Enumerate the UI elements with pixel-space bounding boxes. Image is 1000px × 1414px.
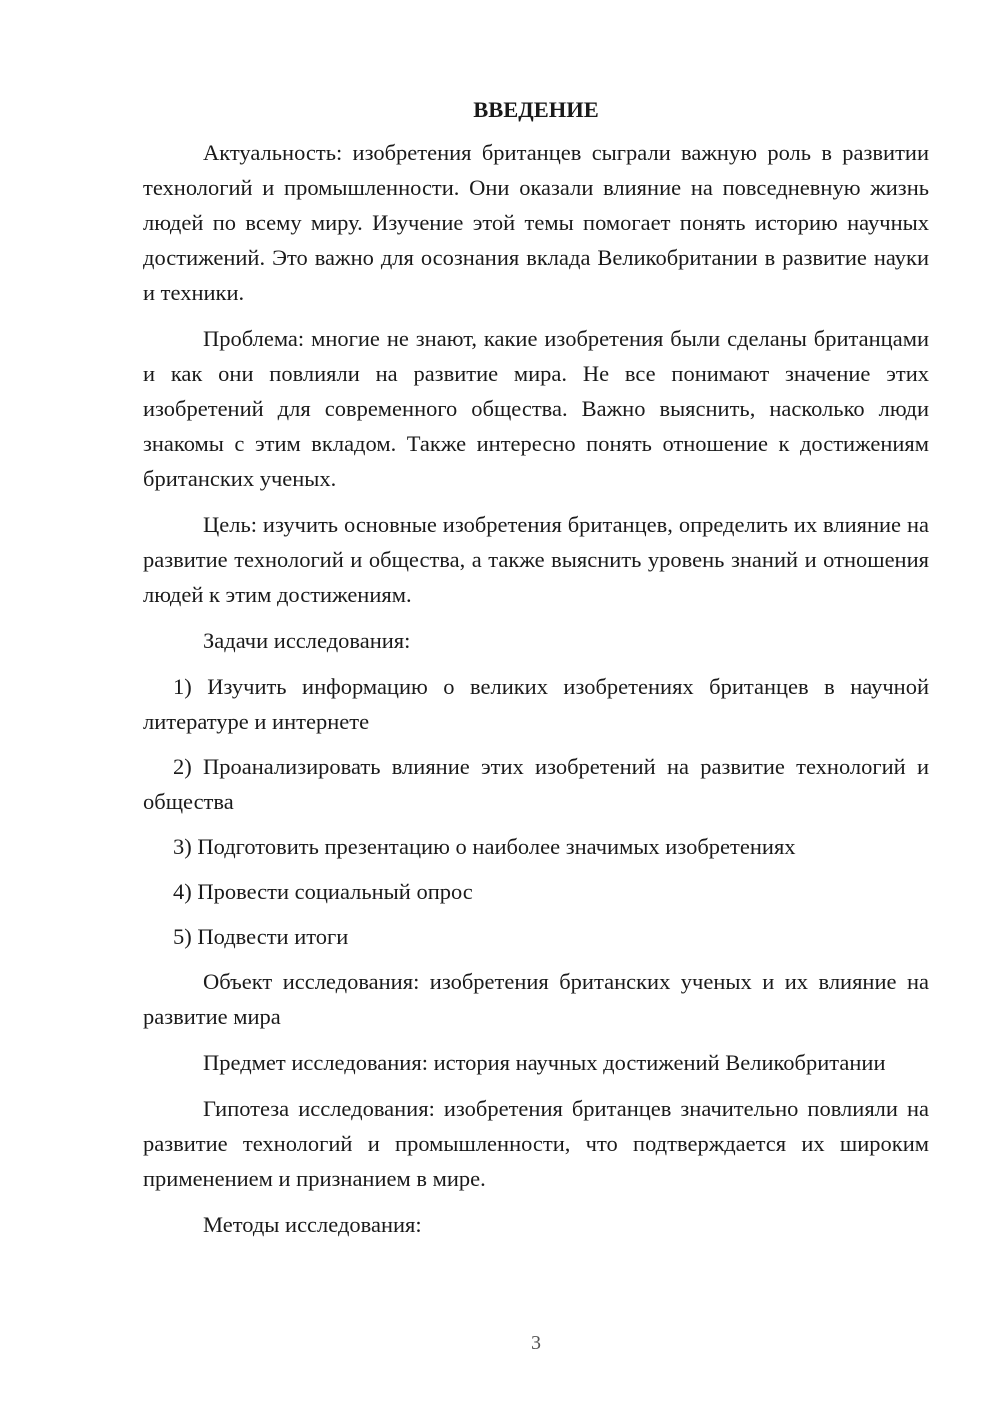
problem-paragraph: Проблема: многие не знают, какие изобретения были сделаны британцами и как они повлияли на развитие мира. Не все понимают значение этих изобретений для современного общества. Важно выяснить, насколько люди знакомы с этим вкладом. Также интересно понять отношение к достижениям британских ученых.: [143, 326, 929, 491]
relevance-paragraph: Актуальность: изобретения британцев сыграли важную роль в развитии технологий и промышленности. Они оказали влияние на повседневную жизнь людей по всему миру. Изучение этой темы помогает понять историю научных достижений. Это важно для осознания вклада Великобритании в развитие науки и техники.: [143, 140, 929, 305]
hypothesis-paragraph: Гипотеза исследования: изобретения британцев значительно повлияли на развитие технологий и промышленности, что подтверждается их широким применением и признанием в мире.: [143, 1096, 929, 1191]
task-item-4: 4) Провести социальный опрос: [173, 879, 473, 904]
goal-paragraph: Цель: изучить основные изобретения британцев, определить их влияние на развитие технологий и общества, а также выяснить уровень знаний и отношения людей к этим достижениям.: [143, 512, 929, 607]
section-title: ВВЕДЕНИЕ: [473, 97, 599, 122]
document-body: [143, 95, 929, 1253]
tasks-heading: Задачи исследования:: [203, 628, 411, 653]
object-paragraph: Объект исследования: изобретения британских ученых и их влияние на развитие мира: [143, 969, 929, 1029]
task-item-3: 3) Подготовить презентацию о наиболее значимых изобретениях: [173, 834, 796, 859]
task-item-1: 1) Изучить информацию о великих изобретениях британцев в научной литературе и интернете: [143, 674, 929, 734]
task-item-2: 2) Проанализировать влияние этих изобретений на развитие технологий и общества: [143, 754, 929, 814]
page-number: 3: [531, 1332, 541, 1354]
subject-paragraph: Предмет исследования: история научных достижений Великобритании: [203, 1050, 886, 1075]
methods-heading: Методы исследования:: [203, 1212, 422, 1237]
task-item-5: 5) Подвести итоги: [173, 924, 349, 949]
